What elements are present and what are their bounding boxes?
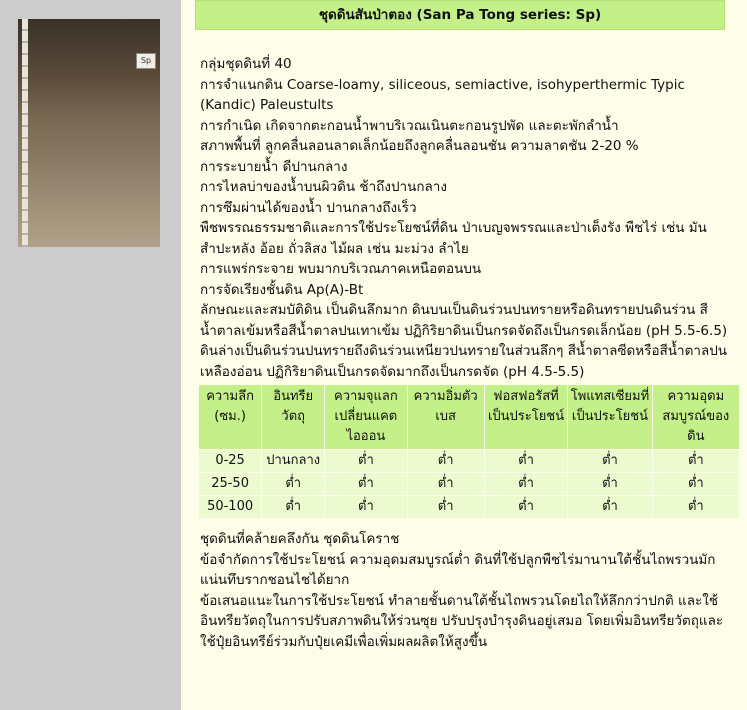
photo-label: Sp — [136, 53, 156, 69]
table-cell: ต่ำ — [325, 496, 406, 518]
soil-group: กลุ่มชุดดินที่ 40 — [200, 56, 292, 72]
page-title: ชุดดินสันป่าตอง (San Pa Tong series: Sp) — [195, 0, 725, 30]
header-potassium: โพแทสเซียมที่เป็นประโยชน์ — [568, 385, 651, 449]
soil-classification: การจำแนกดิน Coarse-loamy, siliceous, semiactive, isohyperthermic Typic (Kandic) Paleustults — [200, 76, 685, 113]
table-cell: ต่ำ — [262, 496, 324, 518]
header-fertility: ความอุดมสมบูรณ์ของดิน — [653, 385, 739, 449]
measuring-tape — [22, 19, 28, 247]
soil-properties: ลักษณะและสมบัติดิน เป็นดินลึกมาก ดินบนเป็นดินร่วนปนทรายหรือดินทรายปนดินร่วน สีน้ำตาลเข้มหรือสีน้ำตาลปนเทาเข้ม ปฏิกิริยาดินเป็นกรดจัดถึงเป็นกรดเล็กน้อย (pH 5.5-6.5) ดินล่างเป็นดินร่วนปนทรายถึงดินร่วนเหนียวปนทรายในส่วนลึกๆ สีน้ำตาลซีดหรือสีน้ำตาลปนเหลืองอ่อน ปฏิกิริยาดินเป็นกรดจัดมากถึงเป็นกรดจัด (pH 4.5-5.5) — [200, 302, 728, 380]
table-row — [199, 496, 739, 518]
vegetation-land-use: พืชพรรณธรรมชาติและการใช้ประโยชน์ที่ดิน ป่าเบญจพรรณและป่าเต็งรัง พืชไร่ เช่น มันสำปะหลัง อ้อย ถั่วลิสง ไม้ผล เช่น มะม่วง ลำไย — [200, 220, 707, 257]
table-cell: ต่ำ — [568, 450, 651, 472]
notes-section — [200, 529, 730, 652]
usage-limitations: ข้อจำกัดการใช้ประโยชน์ ความอุดมสมบูรณ์ต่ำ ดินที่ใช้ปลูกพืชไร่มานานใต้ชั้นไถพรวนมักแน่นทึบรากชอนไชได้ยาก — [200, 551, 716, 588]
table-row — [199, 473, 739, 495]
table-cell: ต่ำ — [485, 473, 568, 495]
table-cell: ต่ำ — [408, 450, 484, 472]
header-cec: ความจุแลกเปลี่ยนแคตไอออน — [325, 385, 406, 449]
table-row — [199, 450, 739, 472]
fertility-table — [198, 384, 740, 519]
table-header-row — [199, 385, 739, 449]
left-sidebar — [0, 0, 181, 710]
table-cell: ต่ำ — [653, 450, 739, 472]
table-cell: ต่ำ — [485, 496, 568, 518]
table-cell: 25-50 — [199, 473, 261, 495]
header-organic-matter: อินทรีย วัตถุ — [262, 385, 324, 449]
table-cell: ต่ำ — [653, 496, 739, 518]
header-depth: ความลึก (ซม.) — [199, 385, 261, 449]
header-base-saturation: ความอิ่มตัวเบส — [408, 385, 484, 449]
drainage: การระบายน้ำ ดีปานกลาง — [200, 158, 348, 175]
header-phosphorus: ฟอสฟอรัสที่เป็นประโยชน์ — [485, 385, 568, 449]
table-cell: 0-25 — [199, 450, 261, 472]
soil-profile-photo — [18, 19, 160, 247]
table-cell: ต่ำ — [408, 496, 484, 518]
table-cell: ต่ำ — [325, 450, 406, 472]
table-cell: ปานกลาง — [262, 450, 324, 472]
table-cell: ต่ำ — [485, 450, 568, 472]
surface-runoff: การไหลบ่าของน้ำบนผิวดิน ช้าถึงปานกลาง — [200, 179, 447, 195]
similar-soil-series: ชุดดินที่คล้ายคลึงกัน ชุดดินโคราช — [200, 531, 400, 547]
table-cell: ต่ำ — [568, 473, 651, 495]
usage-recommendations: ข้อเสนอแนะในการใช้ประโยชน์ ทำลายชั้นดานใต้ชั้นไถพรวนโดยไถให้ลึกกว่าปกติ และใช้อินทรียวัตถุในการปรับสภาพดินให้ร่วนซุย ปรับปรุงบำรุงดินอยู่เสมอ โดยเพิ่มอินทรียวัตถุและใช้ปุ๋ยอินทรีย์ร่วมกับปุ๋ยเคมีเพื่อเพิ่มผลผลิตให้สูงขึ้น — [200, 592, 724, 650]
table-cell: ต่ำ — [325, 473, 406, 495]
horizon-sequence: การจัดเรียงชั้นดิน Ap(A)-Bt — [200, 281, 364, 298]
table-cell: ต่ำ — [408, 473, 484, 495]
table-cell: ต่ำ — [568, 496, 651, 518]
table-cell: ต่ำ — [653, 473, 739, 495]
table-cell: 50-100 — [199, 496, 261, 518]
terrain: สภาพพื้นที่ ลูกคลื่นลอนลาดเล็กน้อยถึงลูกคลื่นลอนชัน ความลาดชัน 2-20 % — [200, 138, 639, 154]
permeability: การซึมผ่านได้ของน้ำ ปานกลางถึงเร็ว — [200, 199, 417, 216]
distribution: การแพร่กระจาย พบมากบริเวณภาคเหนือตอนบน — [200, 261, 482, 277]
soil-origin: การกำเนิด เกิดจากตะกอนน้ำพาบริเวณเนินตะกอนรูปพัด และตะพักลำน้ำ — [200, 117, 619, 134]
main-content — [181, 0, 747, 710]
soil-description — [200, 54, 730, 652]
table-cell: ต่ำ — [262, 473, 324, 495]
